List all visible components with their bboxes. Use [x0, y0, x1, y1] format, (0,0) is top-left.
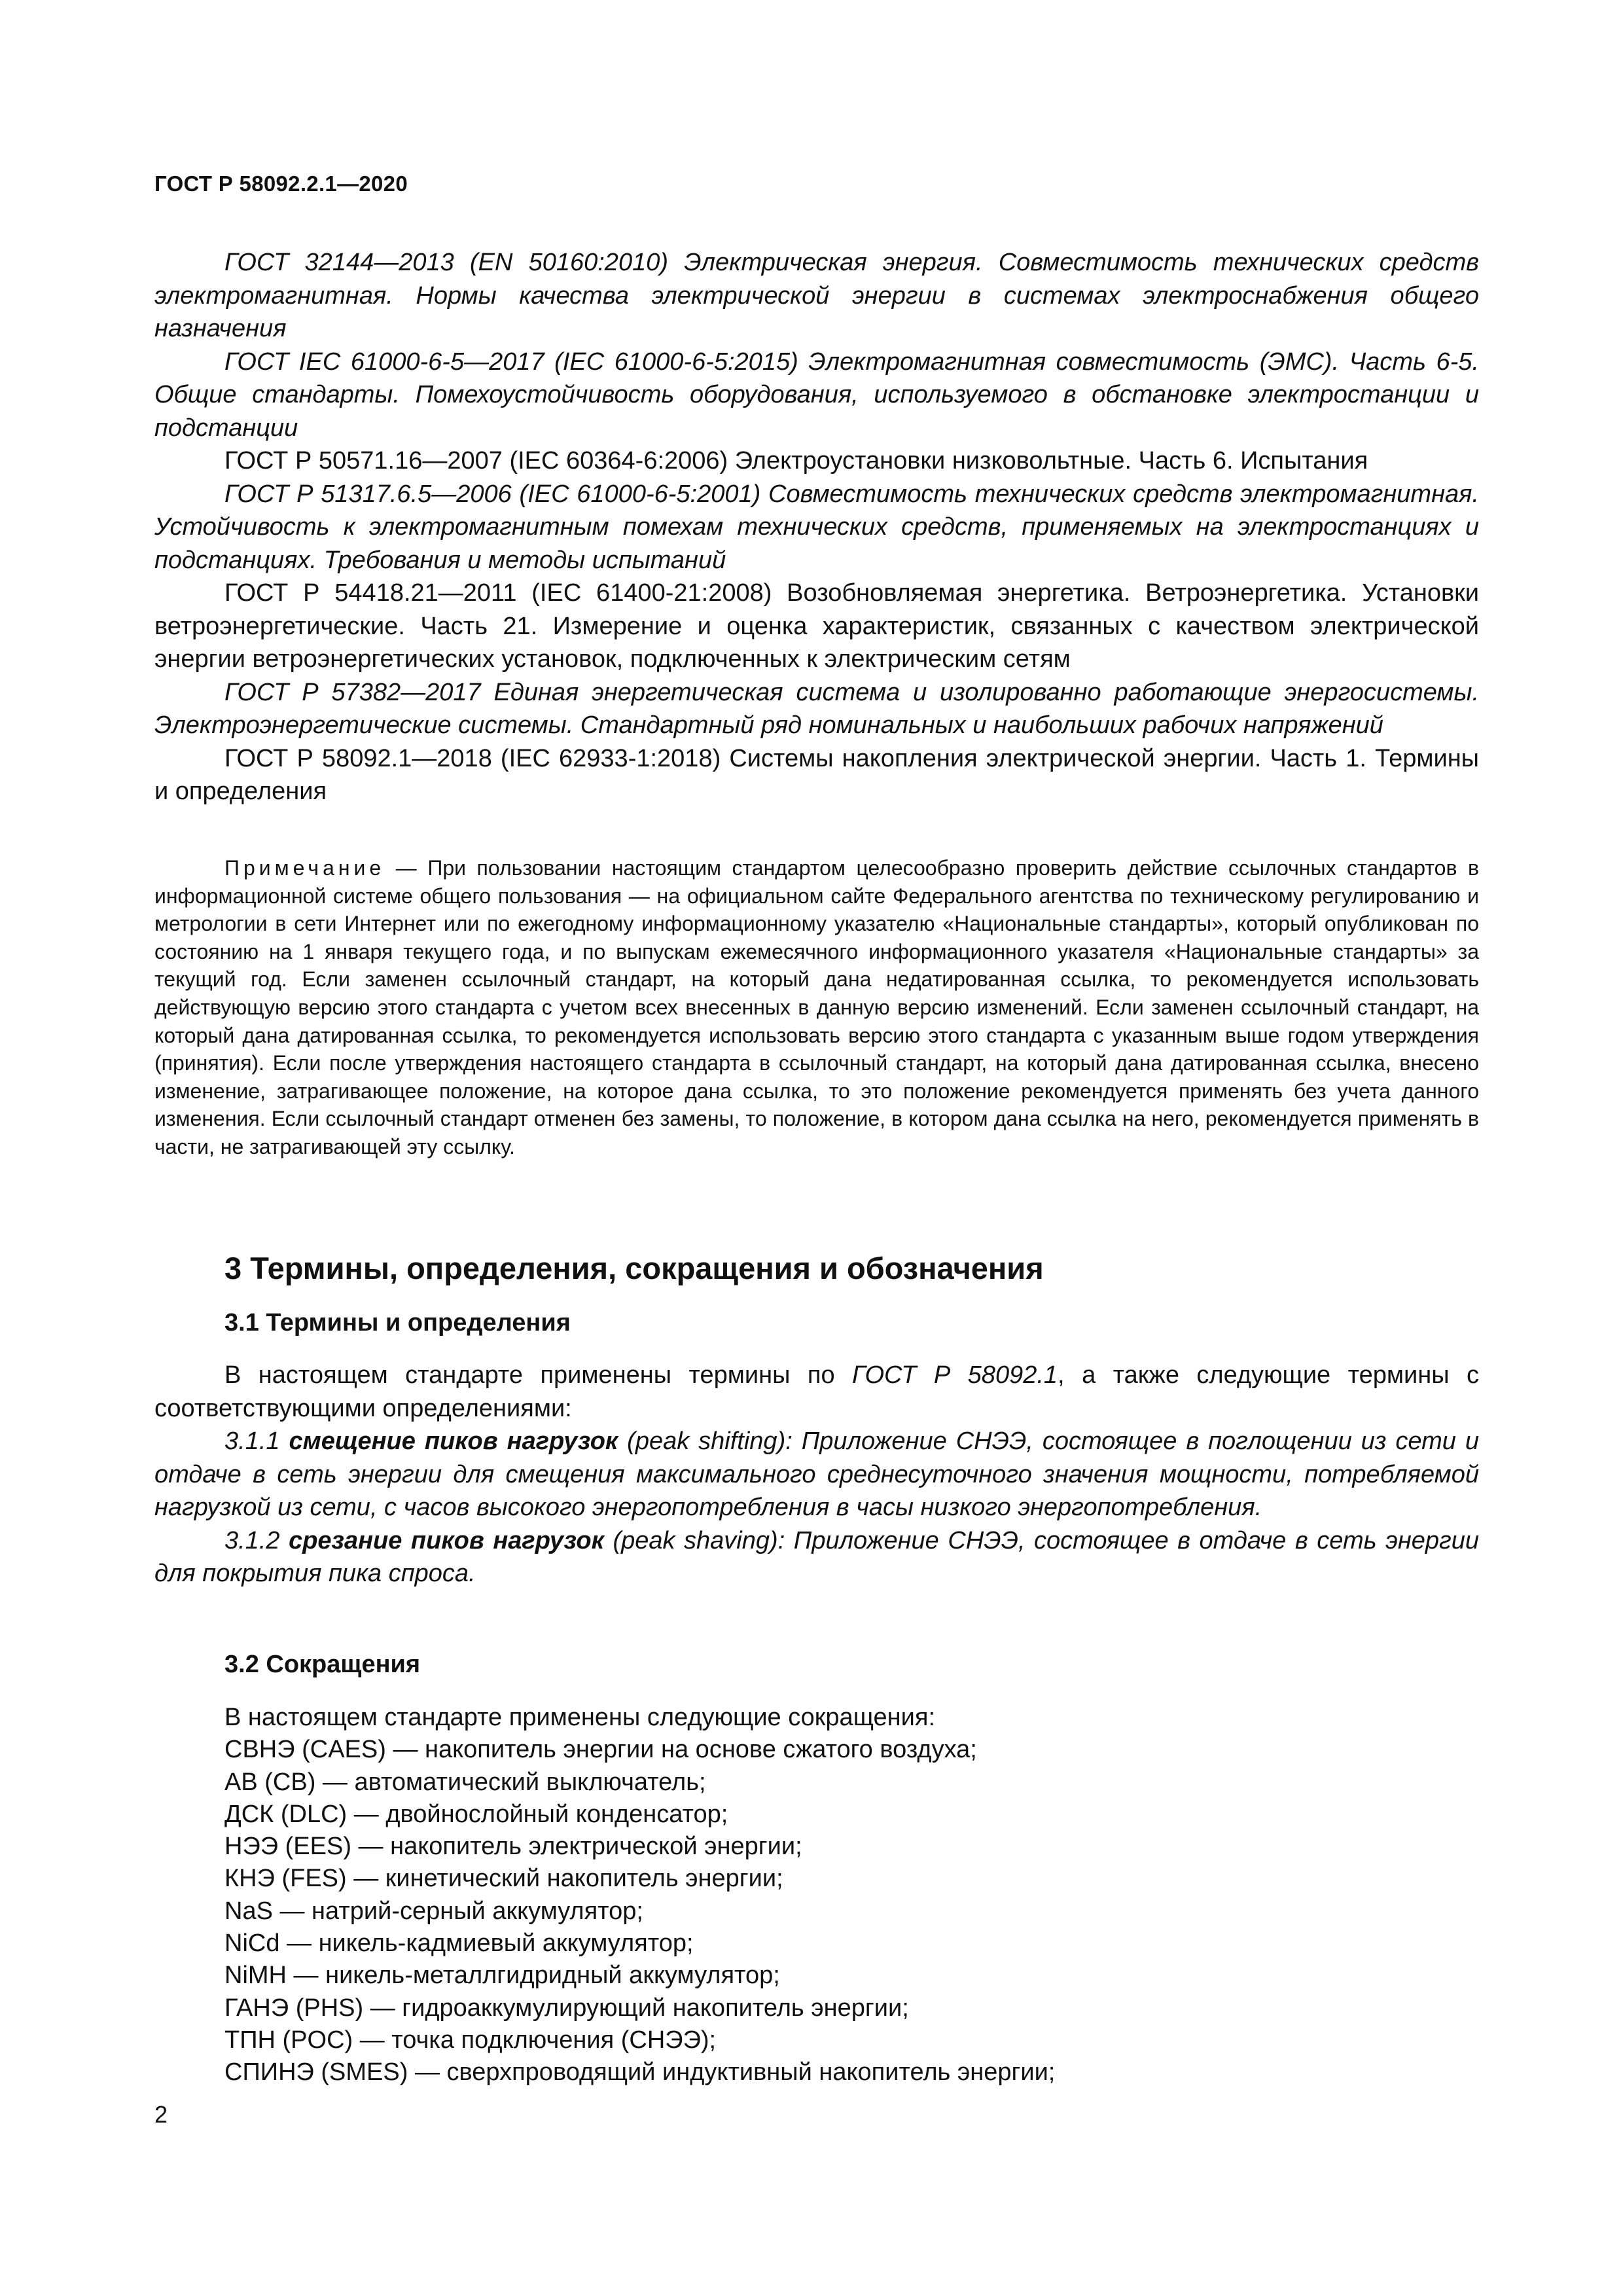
subsection-title-terms: 3.1 Термины и определения: [224, 1309, 571, 1336]
abbreviation-item: NaS — натрий-серный аккумулятор;: [224, 1897, 643, 1925]
note-text: — При пользовании настоящим стандартом целесообразно проверить действие ссылочных стандартов в информационной системе общего пользования — на официальном сайте Федерального агентства по техническому регулированию и метрологии в сети Интернет или по ежегодному информационному указателю «Национальные стандарты», который опубликован по состоянию на 1 января текущего года, и по выпускам ежемесячного информационного указателя «Национальные стандарты» за текущий год. Если заменен ссылочный стандарт, на который дана недатированная ссылка, то рекомендуется использовать действующую версию этого стандарта с учетом всех внесенных в данную версию изменений. Если заменен ссылочный стандарт, на который дана датированная ссылка, то рекомендуется использовать версию этого стандарта с указанным выше годом утверждения (принятия). Если после утверждения настоящего стандарта в ссылочный стандарт, на который дана датированная ссылка, внесено изменение, затрагивающее положение, на которое дана ссылка, то это положение рекомендуется применять без учета данного изменения. Если ссылочный стандарт отменен без замены, то положение, в котором дана ссылка на него, рекомендуется применять в части, не затрагивающей эту ссылку.: [154, 856, 1479, 1158]
term-english: (peak shaving): [603, 1526, 778, 1554]
abbreviations-intro: В настоящем стандарте применены следующие сокращения:: [224, 1704, 936, 1731]
abbreviation-item: НЭЭ (EES) — накопитель электрической энергии;: [224, 1833, 802, 1861]
abbreviation-item: NiCd — никель-кадмиевый аккумулятор;: [224, 1929, 694, 1958]
reference-item: ГОСТ Р 57382—2017 Единая энергетическая система и изолированно работающие энергосистемы. Электроэнергетические системы. Стандартный ряд номинальных и наибольших рабочих напряжений: [154, 678, 1479, 739]
reference-item: ГОСТ Р 51317.6.5—2006 (IEC 61000-6-5:2001) Совместимость технических средств электромагнитная. Устойчивость к электромагнитным помехам технических средств, применяемых на электростанциях и подстанциях. Требования и методы испытаний: [154, 480, 1479, 574]
term-english: (peak shifting): [618, 1427, 786, 1455]
term-number: 3.1.2: [224, 1526, 289, 1554]
abbreviation-item: ДСК (DLC) — двойнослойный конденсатор;: [224, 1800, 728, 1828]
terms-intro: [154, 1359, 1479, 1425]
term-definition: : Приложение СНЭЭ, состоящее в поглощении из сети и отдаче в сеть энергии для смещения максимального среднесуточного значения мощности, потребляемой нагрузкой из сети, с часов высокого энергопотребления в часы низкого энергопотребления.: [154, 1427, 1480, 1521]
term-entry: [154, 1524, 1479, 1590]
term-entry: [154, 1425, 1479, 1524]
intro-text-end: , а также следующие термины с соответствующими определениями:: [154, 1361, 1479, 1422]
subsection-title-abbreviations: 3.2 Сокращения: [224, 1651, 421, 1678]
reference-item: ГОСТ Р 50571.16—2007 (IEC 60364-6:2006) Электроустановки низковольтные. Часть 6. Испытания: [224, 447, 1368, 475]
abbreviation-item: АВ (CB) — автоматический выключатель;: [224, 1768, 706, 1796]
intro-reference: ГОСТ Р 58092.1: [852, 1361, 1058, 1389]
reference-item: ГОСТ Р 58092.1—2018 (IEC 62933-1:2018) Системы накопления электрической энергии. Часть 1. Термины и определения: [154, 744, 1479, 805]
abbreviation-item: СПИНЭ (SMES) — сверхпроводящий индуктивный накопитель энергии;: [224, 2058, 1056, 2087]
document-header: ГОСТ Р 58092.2.1—2020: [154, 171, 408, 196]
abbreviation-item: NiMH — никель-металлгидридный аккумулятор;: [224, 1962, 780, 1990]
reference-item: ГОСТ Р 54418.21—2011 (IEC 61400-21:2008) Возобновляемая энергетика. Ветроэнергетика. Установки ветроэнергетические. Часть 21. Измерение и оценка характеристик, связанных с качеством электрической энергии ветроэнергетических установок, подключенных к электрическим сетям: [154, 579, 1479, 673]
note-block: [154, 854, 1479, 1161]
abbreviation-item: СВНЭ (CAES) — накопитель энергии на основе сжатого воздуха;: [224, 1736, 977, 1764]
reference-item: ГОСТ 32144—2013 (EN 50160:2010) Электрическая энергия. Совместимость технических средств электромагнитная. Нормы качества электрической энергии в системах электроснабжения общего назначения: [154, 249, 1479, 342]
note-paragraph: [154, 854, 1479, 1161]
abbreviations-list: [224, 1702, 1479, 2089]
terms-block: [154, 1359, 1479, 1590]
page-number: 2: [154, 2101, 168, 2128]
note-label: Примечание: [224, 856, 385, 880]
term-name: смещение пиков нагрузок: [289, 1427, 618, 1455]
abbreviation-item: ГАНЭ (PHS) — гидроаккумулирующий накопитель энергии;: [224, 1994, 909, 2022]
term-number: 3.1.1: [224, 1427, 289, 1455]
normative-references: [154, 246, 1479, 808]
abbreviation-item: КНЭ (FES) — кинетический накопитель энергии;: [224, 1865, 783, 1893]
term-name: срезание пиков нагрузок: [289, 1526, 604, 1554]
term-definition: : Приложение СНЭЭ, состоящее в отдаче в сеть энергии для покрытия пика спроса.: [154, 1526, 1480, 1587]
intro-text: В настоящем стандарте применены термины по: [224, 1361, 853, 1389]
abbreviation-item: ТПН (POC) — точка подключения (СНЭЭ);: [224, 2026, 717, 2054]
reference-item: ГОСТ IEC 61000-6-5—2017 (IEC 61000-6-5:2015) Электромагнитная совместимость (ЭМС). Часть 6-5. Общие стандарты. Помехоустойчивость оборудования, используемого в обстановке электростанции и подстанции: [154, 348, 1479, 442]
section-title: 3 Термины, определения, сокращения и обозначения: [224, 1251, 1044, 1285]
